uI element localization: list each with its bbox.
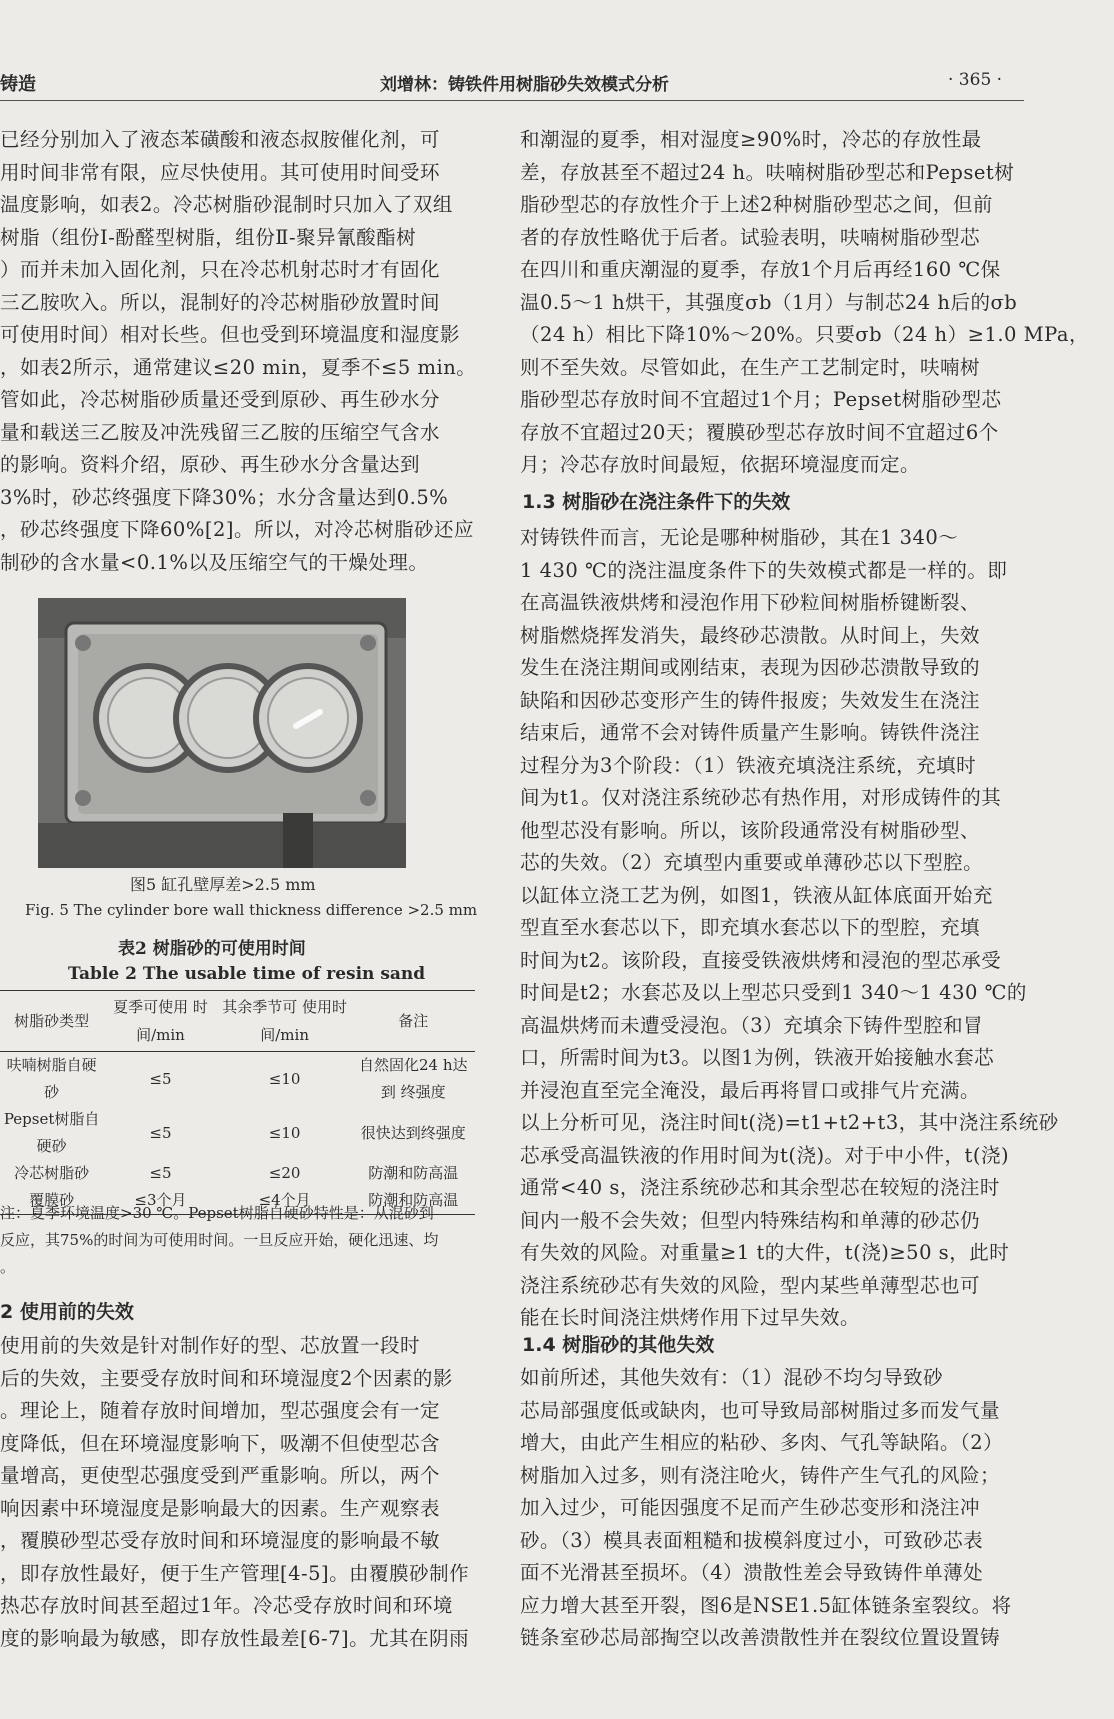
text-line: 树脂（组份Ⅰ-酚醛型树脂，组份Ⅱ-聚异氰酸酯树 xyxy=(0,225,417,249)
table-cell: ≤10 xyxy=(268,1123,301,1142)
text-line: 时间是t2；水套芯及以上型芯只受到1 340～1 430 ℃的 xyxy=(520,981,1027,1004)
text-line: 1 430 ℃的浇注温度条件下的失效模式都是一样的。即 xyxy=(520,558,1008,582)
text-line: 量增高，更使型芯强度受到严重影响。所以，两个 xyxy=(0,1464,441,1487)
text-line: 应力增大甚至开裂，图6是NSE1.5缸体链条室裂纹。将 xyxy=(520,1593,1012,1617)
table-row xyxy=(0,1106,475,1160)
text-line: 以缸体立浇工艺为例，如图1，铁液从缸体底面开始充 xyxy=(520,883,993,907)
text-line: 温度影响，如表2。冷芯树脂砂混制时只加入了双组 xyxy=(0,193,453,216)
table-cell: Pepset树脂自硬砂 xyxy=(3,1110,100,1155)
text-line: 使用前的失效是针对制作好的型、芯放置一段时 xyxy=(0,1334,421,1357)
figure-5-photo xyxy=(38,598,406,868)
text-line: 的影响。资料介绍，原砂、再生砂水分含量达到 xyxy=(0,453,421,476)
table-cell: ≤4个月 xyxy=(218,1187,352,1215)
text-line: ，砂芯终强度下降60%[2]。所以，对冷芯树脂砂还应 xyxy=(0,518,474,541)
right-column-middle xyxy=(520,522,1059,1335)
text-line: 型直至水套芯以下，即充填水套芯以下的型腔，充填 xyxy=(520,916,981,939)
table-note xyxy=(0,1200,475,1281)
table-header-row xyxy=(0,991,475,1052)
left-column-bottom xyxy=(0,1330,475,1655)
text-line: 口，所需时间为t3。以图1为例，铁液开始接触水套芯 xyxy=(520,1046,995,1069)
text-line: 度降低，但在环境湿度影响下，吸潮不但使型芯含 xyxy=(0,1431,441,1455)
section-heading-2: 2 使用前的失效 xyxy=(0,1301,134,1323)
text-line: 管如此，冷芯树脂砂质量还受到原砂、再生砂水分 xyxy=(0,388,441,411)
text-line: 脂砂型芯的存放性介于上述2种树脂砂型芯之间，但前 xyxy=(520,193,993,216)
table-title-en: Table 2 The usable time of resin sand xyxy=(68,964,426,984)
text-line: 芯的失效。（2）充填型内重要或单薄砂芯以下型腔。 xyxy=(520,851,984,874)
table-note-line: 。 xyxy=(0,1258,16,1276)
table-cell: ≤5 xyxy=(149,1164,172,1182)
text-line: 则不至失效。尽管如此，在生产工艺制定时，呋喃树 xyxy=(520,355,981,379)
figure-caption-zh: 图5 缸孔壁厚差>2.5 mm xyxy=(130,875,316,894)
table-2 xyxy=(0,990,475,1215)
text-line: 芯承受高温铁液的作用时间为t(浇)。对于中小件，t(浇) xyxy=(520,1143,1010,1167)
table-header-cell: 树脂砂类型 xyxy=(0,991,103,1052)
text-line: 高温烘烤而未遭受浸泡。（3）充填余下铸件型腔和冒 xyxy=(520,1013,984,1037)
table-cell: ≤10 xyxy=(268,1069,301,1088)
table-cell: 覆膜砂 xyxy=(0,1187,103,1215)
text-line: ）而并未加入固化剂，只在冷芯机射芯时才有固化 xyxy=(0,258,441,281)
text-line: 结束后，通常不会对铸件质量产生影响。铸铁件浇注 xyxy=(520,721,981,744)
figure-caption-en: Fig. 5 The cylinder bore wall thickness difference >2.5 mm xyxy=(25,901,478,919)
table-cell: 很快达到终强度 xyxy=(360,1123,466,1142)
text-line: 差，存放甚至不超过24 h。呋喃树脂砂型芯和Pepset树 xyxy=(520,160,1015,184)
text-line: 三乙胺吹入。所以，混制好的冷芯树脂砂放置时间 xyxy=(0,290,441,314)
table-row xyxy=(0,1160,475,1187)
text-line: 制砂的含水量<0.1%以及压缩空气的干燥处理。 xyxy=(0,550,429,574)
text-line: 者的存放性略优于后者。试验表明，呋喃树脂砂型芯 xyxy=(520,225,981,249)
table-header-cell: 备注 xyxy=(352,991,475,1052)
table-note-line: 注：夏季环境温度>30 ℃。Pepset树脂自硬砂特性是：从混砂到 xyxy=(0,1204,434,1222)
text-line: ，覆膜砂型芯受存放时间和环境湿度的影响最不敏 xyxy=(0,1529,441,1552)
table-cell: 防潮和防高温 xyxy=(368,1164,459,1182)
text-line: 响因素中环境湿度是影响最大的因素。生产观察表 xyxy=(0,1496,441,1520)
table-header-cell: 其余季节可 使用时间/min xyxy=(218,991,352,1052)
engine-block-image xyxy=(38,598,406,868)
table-cell: ≤5 xyxy=(149,1069,172,1088)
running-title: 刘增林：铸铁件用树脂砂失效模式分析 xyxy=(380,75,669,95)
table-cell: ≤5 xyxy=(149,1123,172,1142)
text-line: 并浸泡直至完全淹没，最后再将冒口或排气片充满。 xyxy=(520,1078,981,1102)
table-note-line: 反应，其75%的时间为可使用时间。一旦反应开始，硬化迅速、均 xyxy=(0,1231,439,1249)
text-line: 如前所述，其他失效有：（1）混砂不均匀导致砂 xyxy=(520,1366,944,1389)
text-line: 时间为t2。该阶段，直接受铁液烘烤和浸泡的型芯承受 xyxy=(520,948,1002,972)
right-column-bottom xyxy=(520,1362,1025,1655)
right-column-top xyxy=(520,124,1090,482)
header-rule xyxy=(0,100,1024,101)
journal-name: 铸造 xyxy=(0,74,36,95)
text-line: 可使用时间）相对长些。但也受到环境温度和湿度影 xyxy=(0,323,461,346)
text-line: 温0.5～1 h烘干，其强度σb（1月）与制芯24 h后的σb xyxy=(520,290,1018,314)
text-line: 通常<40 s，浇注系统砂芯和其余型芯在较短的浇注时 xyxy=(520,1176,1000,1199)
text-line: ，如表2所示，通常建议≤20 min，夏季不≤5 min。 xyxy=(0,355,477,379)
text-line: （24 h）相比下降10%～20%。只要σb（24 h）≥1.0 MPa， xyxy=(520,323,1090,346)
text-line: 他型芯没有影响。所以，该阶段通常没有树脂砂型、 xyxy=(520,818,981,842)
text-line: 量和载送三乙胺及冲洗残留三乙胺的压缩空气含水 xyxy=(0,420,441,444)
running-header xyxy=(0,70,1024,100)
table-cell: ≤3个月 xyxy=(103,1187,217,1215)
text-line: 浇注系统砂芯有失效的风险，型内某些单薄型芯也可 xyxy=(520,1273,981,1297)
text-line: 树脂燃烧挥发消失，最终砂芯溃散。从时间上，失效 xyxy=(520,623,981,647)
text-line: 间内一般不会失效；但型内特殊结构和单薄的砂芯仍 xyxy=(520,1208,981,1232)
page-number: · 365 · xyxy=(948,70,1003,90)
text-line: 用时间非常有限，应尽快使用。其可使用时间受环 xyxy=(0,160,441,184)
text-line: 链条室砂芯局部掏空以改善溃散性并在裂纹位置设置铸 xyxy=(520,1626,1001,1649)
text-line: 能在长时间浇注烘烤作用下过早失效。 xyxy=(520,1306,861,1329)
table-header-cell: 夏季可使用 时间/min xyxy=(103,991,217,1052)
text-line: 3%时，砂芯终强度下降30%；水分含量达到0.5% xyxy=(0,485,449,509)
text-line: 。理论上，随着存放时间增加，型芯强度会有一定 xyxy=(0,1399,441,1422)
text-line: 脂砂型芯存放时间不宜超过1个月；Pepset树脂砂型芯 xyxy=(520,388,1002,411)
text-line: 和潮湿的夏季，相对湿度≥90%时，冷芯的存放性最 xyxy=(520,128,982,151)
table-row xyxy=(0,1052,475,1107)
text-line: 芯局部强度低或缺肉，也可导致局部树脂过多而发气量 xyxy=(520,1398,1001,1422)
text-line: 在四川和重庆潮湿的夏季，存放1个月后再经160 ℃保 xyxy=(520,258,1001,281)
left-column-top xyxy=(0,124,475,579)
text-line: 已经分别加入了液态苯磺酸和液态叔胺催化剂，可 xyxy=(0,128,441,151)
text-line: 对铸铁件而言，无论是哪种树脂砂，其在1 340～ xyxy=(520,526,959,549)
table-title-zh: 表2 树脂砂的可使用时间 xyxy=(118,939,306,959)
text-line: 以上分析可见，浇注时间t(浇)=t1+t2+t3，其中浇注系统砂 xyxy=(520,1111,1059,1134)
text-line: 度的影响最为敏感，即存放性最差[6-7]。尤其在阴雨 xyxy=(0,1626,470,1650)
section-heading-1-4: 1.4 树脂砂的其他失效 xyxy=(522,1334,715,1356)
text-line: 过程分为3个阶段：（1）铁液充填浇注系统，充填时 xyxy=(520,753,977,777)
table-cell: ≤20 xyxy=(268,1164,301,1182)
text-line: 月；冷芯存放时间最短，依据环境湿度而定。 xyxy=(520,453,921,476)
text-line: 增大，由此产生相应的粘砂、多肉、气孔等缺陷。（2） xyxy=(520,1431,1004,1454)
text-line: 在高温铁液烘烤和浸泡作用下砂粒间树脂桥键断裂、 xyxy=(520,591,981,614)
text-line: ，即存放性最好，便于生产管理[4-5]。由覆膜砂制作 xyxy=(0,1561,470,1585)
text-line: 砂。（3）模具表面粗糙和拔模斜度过小，可致砂芯表 xyxy=(520,1528,984,1552)
text-line: 树脂加入过多，则有浇注呛火，铸件产生气孔的风险； xyxy=(520,1463,1001,1487)
text-line: 面不光滑甚至损坏。（4）溃散性差会导致铸件单薄处 xyxy=(520,1561,984,1584)
table-cell: 自然固化24 h达到 终强度 xyxy=(359,1056,468,1101)
text-line: 间为t1。仅对浇注系统砂芯有热作用，对形成铸件的其 xyxy=(520,786,1002,809)
text-line: 热芯存放时间甚至超过1年。冷芯受存放时间和环境 xyxy=(0,1594,453,1617)
text-line: 加入过少，可能因强度不足而产生砂芯变形和浇注冲 xyxy=(520,1496,981,1519)
section-heading-1-3: 1.3 树脂砂在浇注条件下的失效 xyxy=(522,491,791,513)
table-cell: 防潮和防高温 xyxy=(352,1187,475,1215)
table-cell: 呋喃树脂自硬砂 xyxy=(6,1056,97,1101)
table-cell: 冷芯树脂砂 xyxy=(14,1164,90,1182)
text-line: 有失效的风险。对重量≥1 t的大件，t(浇)≥50 s，此时 xyxy=(520,1241,1010,1264)
text-line: 存放不宜超过20天；覆膜砂型芯存放时间不宜超过6个 xyxy=(520,420,999,444)
text-line: 后的失效，主要受存放时间和环境湿度2个因素的影 xyxy=(0,1366,453,1390)
text-line: 缺陷和因砂芯变形产生的铸件报废；失效发生在浇注 xyxy=(520,688,981,712)
text-line: 发生在浇注期间或刚结束，表现为因砂芯溃散导致的 xyxy=(520,656,981,679)
